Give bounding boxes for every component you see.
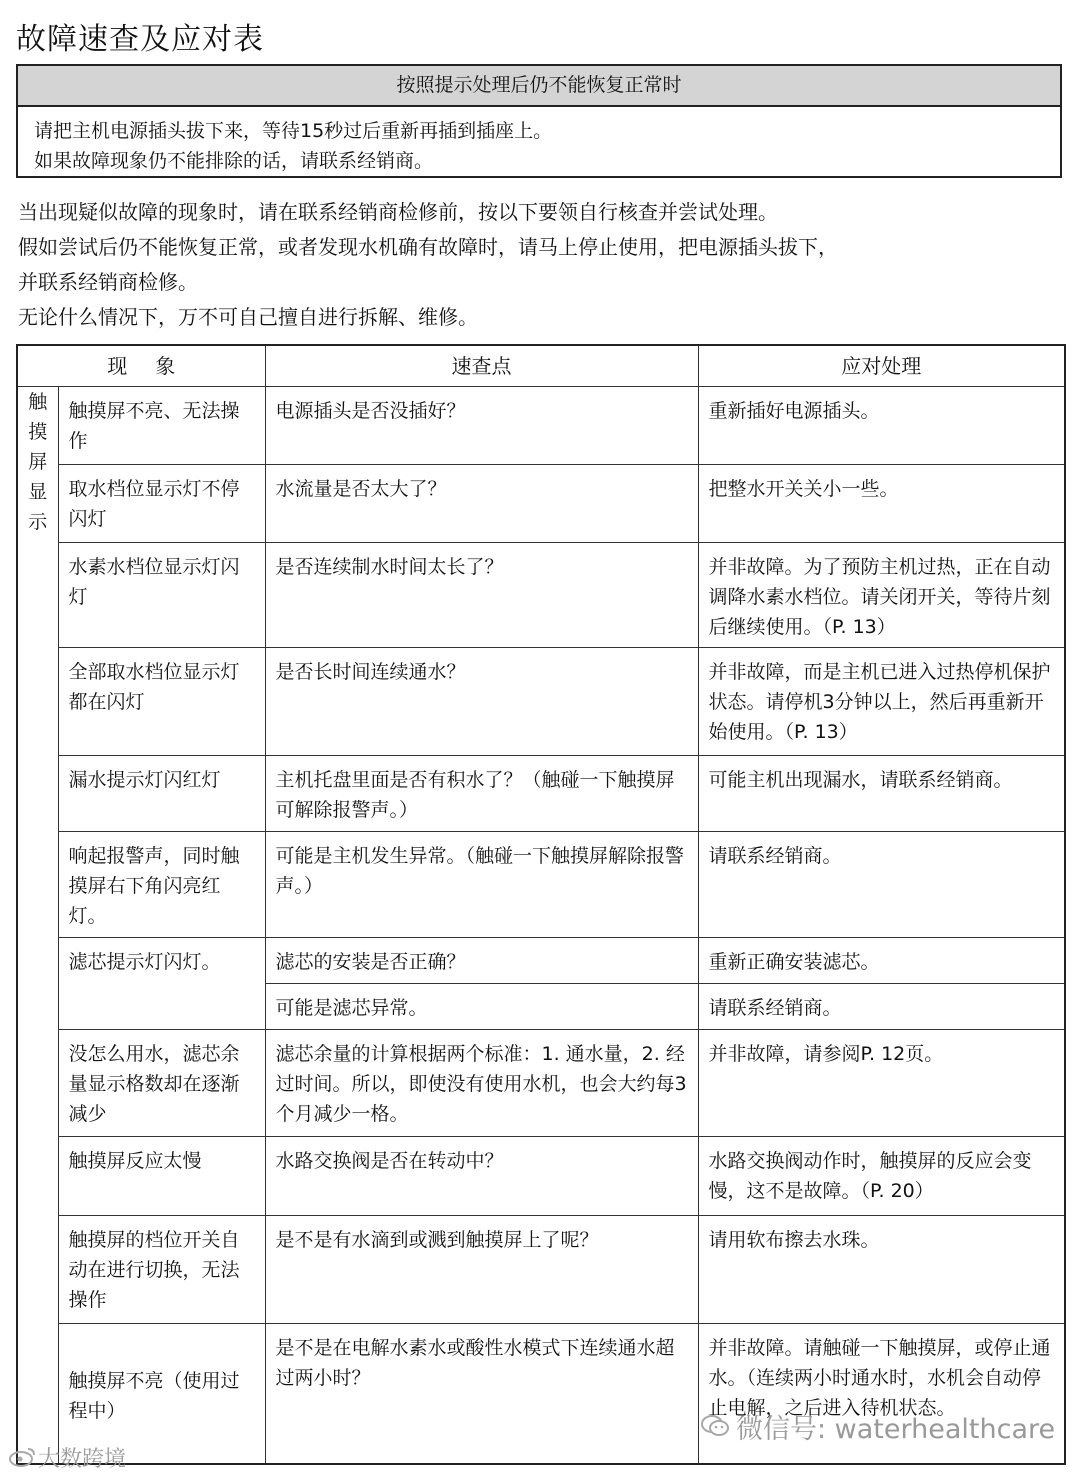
page-title: 故障速查及应对表 (16, 22, 264, 57)
check-cell: 滤芯的安装是否正确？ (265, 938, 698, 984)
check-cell: 是不是有水滴到或溅到触摸屏上了呢？ (265, 1216, 698, 1324)
notice-body (18, 107, 1060, 176)
check-cell: 可能是主机发生异常。（触碰一下触摸屏解除报警声。） (265, 832, 698, 938)
action-cell: 请联系经销商。 (698, 984, 1065, 1030)
corner-logo-text: 大数跨境 (38, 1446, 127, 1472)
wechat-icon (700, 1413, 730, 1439)
action-cell: 并非故障，而是主机已进入过热停机保护状态。请停机3分钟以上，然后再重新开始使用。（P. 13） (698, 648, 1065, 756)
action-cell: 把整水开关关小一些。 (698, 465, 1065, 543)
action-cell: 请用软布擦去水珠。 (698, 1216, 1065, 1324)
table-row (17, 465, 1065, 543)
table-row (17, 1216, 1065, 1324)
phenomenon-cell: 触摸屏不亮（使用过程中） (58, 1324, 265, 1464)
action-cell: 重新正确安装滤芯。 (698, 938, 1065, 984)
check-cell: 可能是滤芯异常。 (265, 984, 698, 1030)
notice-line: 如果故障现象仍不能排除的话，请联系经销商。 (34, 150, 434, 172)
phenomenon-cell: 全部取水档位显示灯都在闪灯 (58, 648, 265, 756)
intro-line: 假如尝试后仍不能恢复正常，或者发现水机确有故障时，请马上停止使用，把电源插头拔下， (18, 235, 838, 259)
table-row (17, 648, 1065, 756)
phenomenon-cell: 响起报警声，同时触摸屏右下角闪亮红灯。 (58, 832, 265, 938)
notice-box (16, 64, 1062, 178)
check-cell: 滤芯余量的计算根据两个标准：1. 通水量，2. 经过时间。所以，即使没有使用水机，也会大约每3个月减少一格。 (265, 1030, 698, 1137)
phenomenon-cell: 滤芯提示灯闪灯。 (58, 938, 265, 1030)
phenomenon-cell: 漏水提示灯闪红灯 (58, 756, 265, 832)
action-cell: 并非故障。为了预防主机过热，正在自动调降水素水档位。请关闭开关，等待片刻后继续使用。（P. 13） (698, 543, 1065, 648)
check-cell: 主机托盘里面是否有积水了？（触碰一下触摸屏可解除报警声。） (265, 756, 698, 832)
table-row (17, 938, 1065, 984)
phenomenon-cell: 触摸屏反应太慢 (58, 1137, 265, 1216)
table-row (17, 1030, 1065, 1137)
check-cell: 是否连续制水时间太长了？ (265, 543, 698, 648)
table-header-row (17, 345, 1065, 387)
intro-line: 并联系经销商检修。 (18, 270, 198, 294)
phenomenon-cell: 水素水档位显示灯闪灯 (58, 543, 265, 648)
action-cell: 重新插好电源插头。 (698, 387, 1065, 465)
notice-header: 按照提示处理后仍不能恢复正常时 (18, 66, 1060, 107)
intro-line: 无论什么情况下，万不可自己擅自进行拆解、维修。 (18, 305, 478, 329)
action-cell: 并非故障，请参阅P. 12页。 (698, 1030, 1065, 1137)
check-cell: 是不是在电解水素水或酸性水模式下连续通水超过两小时？ (265, 1324, 698, 1464)
category-text: 触 摸 屏 显 示 (28, 391, 48, 533)
phenomenon-cell: 取水档位显示灯不停闪灯 (58, 465, 265, 543)
table-row (17, 832, 1065, 938)
table-row (17, 387, 1065, 465)
check-cell: 水流量是否太大了？ (265, 465, 698, 543)
notice-line: 请把主机电源插头拔下来，等待15秒过后重新再插到插座上。 (34, 120, 553, 142)
weibo-icon (8, 1445, 38, 1469)
action-cell: 请联系经销商。 (698, 832, 1065, 938)
watermark-text: 微信号: waterhealthcare (736, 1413, 1056, 1445)
troubleshooting-table (16, 344, 1066, 1465)
check-cell: 水路交换阀是否在转动中？ (265, 1137, 698, 1216)
header-action: 应对处理 (698, 345, 1065, 387)
table-row (17, 543, 1065, 648)
phenomenon-cell: 触摸屏的档位开关自动在进行切换，无法操作 (58, 1216, 265, 1324)
header-phenomenon: 现象 (17, 345, 265, 387)
table-row (17, 756, 1065, 832)
intro-text (18, 195, 1068, 335)
phenomenon-cell: 没怎么用水，滤芯余量显示格数却在逐渐减少 (58, 1030, 265, 1137)
action-cell: 可能主机出现漏水，请联系经销商。 (698, 756, 1065, 832)
wechat-watermark (700, 1404, 1060, 1448)
check-cell: 是否长时间连续通水？ (265, 648, 698, 756)
action-cell: 水路交换阀动作时，触摸屏的反应会变慢，这不是故障。（P. 20） (698, 1137, 1065, 1216)
check-cell: 电源插头是否没插好？ (265, 387, 698, 465)
table-row (17, 1137, 1065, 1216)
category-label (17, 387, 58, 1464)
intro-line: 当出现疑似故障的现象时，请在联系经销商检修前，按以下要领自行核查并尝试处理。 (18, 200, 778, 224)
header-check: 速查点 (265, 345, 698, 387)
corner-logo (8, 1440, 126, 1474)
action-cell: 并非故障。请触碰一下触摸屏，或停止通水。（连续两小时通水时，水机会自动停止电解，之后进入待机状态。 (698, 1324, 1065, 1464)
phenomenon-cell: 触摸屏不亮、无法操作 (58, 387, 265, 465)
